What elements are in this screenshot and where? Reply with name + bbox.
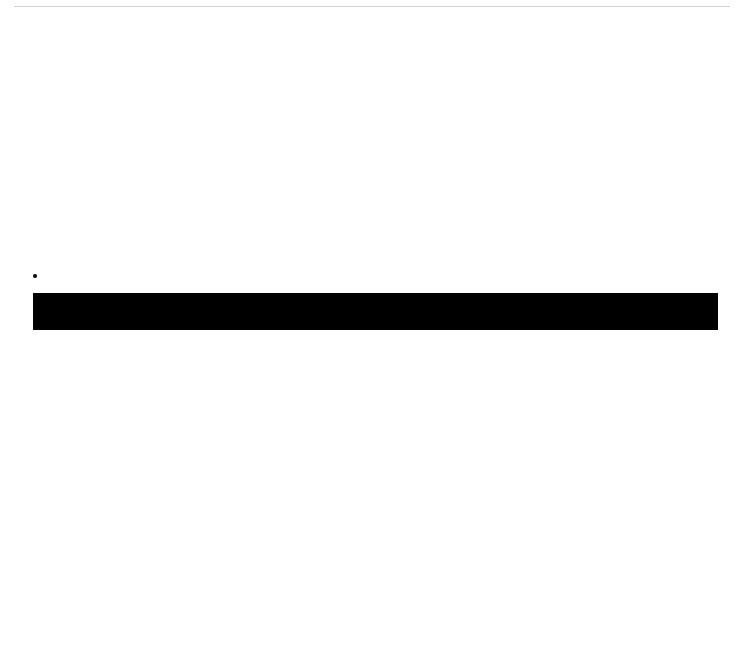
size-measurement-table [14, 6, 730, 7]
bullet-icon [33, 274, 37, 278]
about-size-bar [33, 293, 718, 330]
suggest-size-heading [33, 268, 42, 284]
